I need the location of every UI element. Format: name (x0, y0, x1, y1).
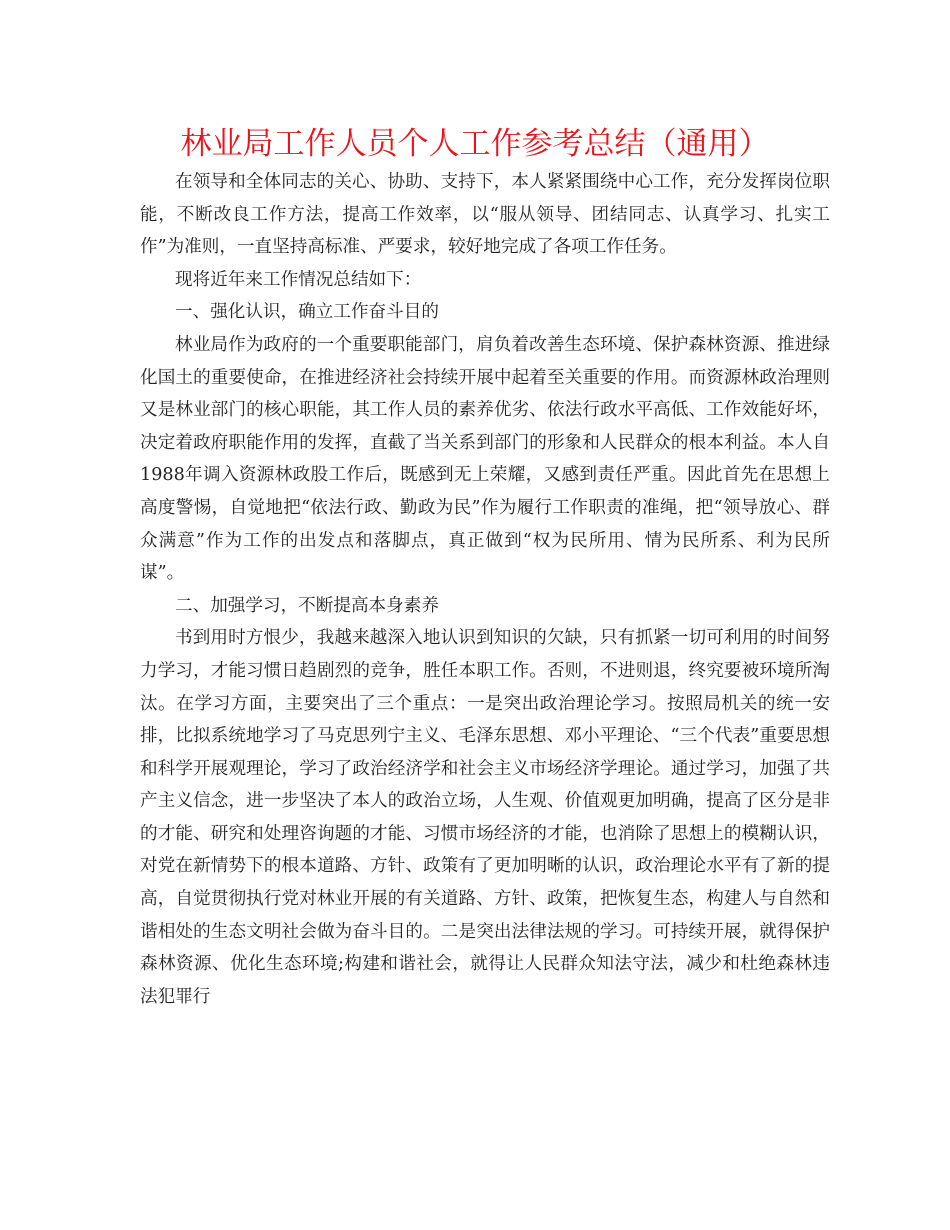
document-title: 林业局工作人员个人工作参考总结（通用） (180, 126, 770, 162)
paragraph-section-1: 林业局作为政府的一个重要职能部门，肩负着改善生态环境、保护森林资源、推进绿化国土的重要使命，在推进经济社会持续开展中起着至关重要的作用。而资源林政治理则又是林业部门的核心职能，其工作人员的素养优劣、依法行政水平高低、工作效能好坏，决定着政府职能作用的发挥，直截了当关系到部门的形象和人民群众的根本利益。本人自1988年调入资源林政股工作后，既感到无上荣耀，又感到责任严重。因此首先在思想上高度警惕，自觉地把“依法行政、勤政为民”作为履行工作职责的准绳，把“领导放心、群众满意”作为工作的出发点和落脚点，真正做到“权为民所用、情为民所系、利为民所谋”。 (140, 334, 830, 584)
section-heading-2: 二、加强学习，不断提高本身素养 (175, 595, 439, 616)
section-heading-1: 一、强化认识，确立工作奋斗目的 (175, 302, 439, 323)
paragraph-section-2: 书到用时方恨少，我越来越深入地认识到知识的欠缺，只有抓紧一切可利用的时间努力学习，才能习惯日趋剧烈的竞争，胜任本职工作。否则，不进则退，终究要被环境所淘汰。在学习方面，主要突出了三个重点：一是突出政治理论学习。按照局机关的统一安排，比拟系统地学习了马克思列宁主义、毛泽东思想、邓小平理论、“三个代表”重要思想和科学开展观理论，学习了政治经济学和社会主义市场经济学理论。通过学习，加强了共产主义信念，进一步坚决了本人的政治立场，人生观、价值观更加明确，提高了区分是非的才能、研究和处理咨询题的才能、习惯市场经济的才能，也消除了思想上的模糊认识，对党在新情势下的根本道路、方针、政策有了更加明晰的认识，政治理论水平有了新的提高，自觉贯彻执行党对林业开展的有关道路、方针、政策，把恢复生态，构建人与自然和谐相处的生态文明社会做为奋斗目的。二是突出法律法规的学习。可持续开展，就得保护森林资源、优化生态环境;构建和谐社会，就得让人民群众知法守法，减少和杜绝森林违法犯罪行 (140, 628, 830, 1007)
paragraph-summary-lead: 现将近年来工作情况总结如下： (175, 269, 422, 290)
document-body (140, 166, 830, 1013)
paragraph-intro: 在领导和全体同志的关心、协助、支持下，本人紧紧围绕中心工作，充分发挥岗位职能，不断改良工作方法，提高工作效率，以“服从领导、团结同志、认真学习、扎实工作”为准则，一直坚持高标准、严要求，较好地完成了各项工作任务。 (140, 172, 830, 258)
